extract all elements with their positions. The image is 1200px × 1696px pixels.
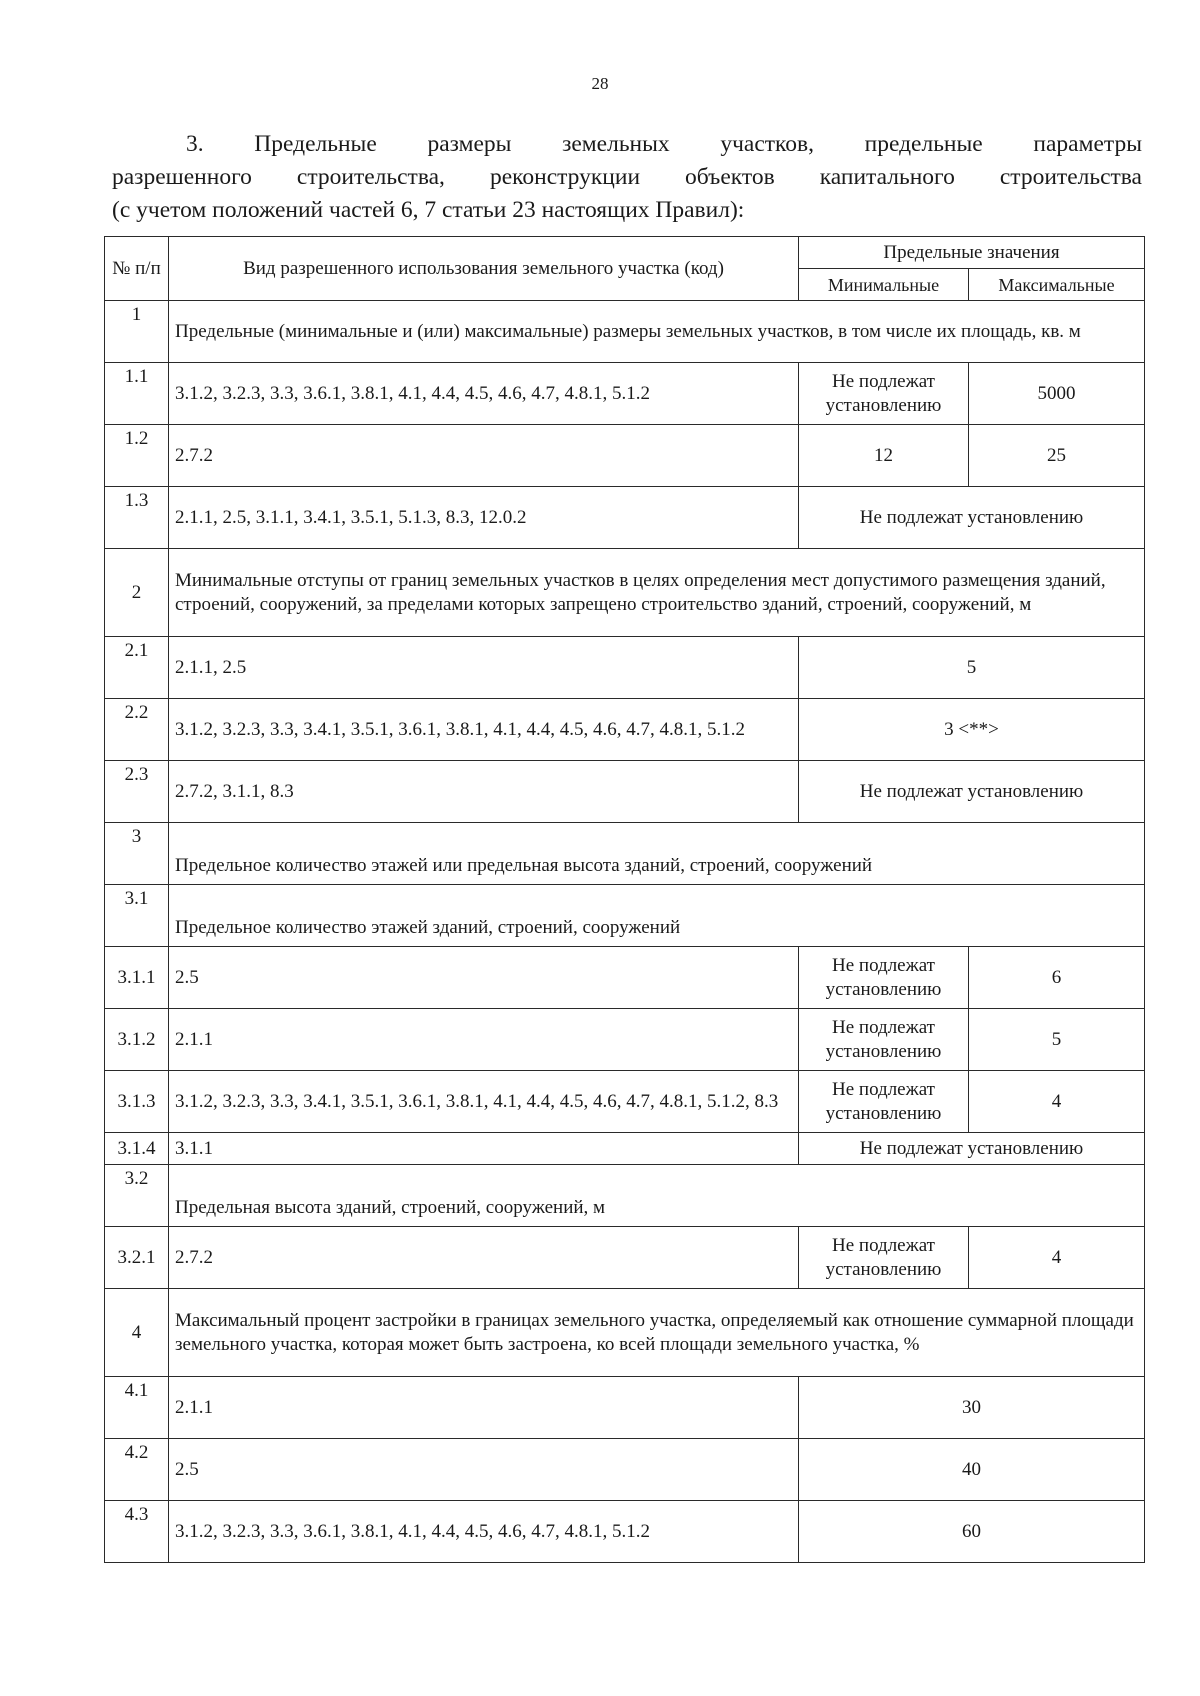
max-value: 4: [969, 1071, 1145, 1133]
table-row: [105, 1133, 1145, 1165]
table-row: [105, 699, 1145, 761]
use-codes: 2.1.1: [169, 1377, 799, 1439]
row-number: 2: [105, 549, 169, 637]
limit-value: Не подлежат установлению: [799, 487, 1145, 549]
limit-value: Не подлежат установлению: [799, 1133, 1145, 1165]
limits-table: [104, 236, 1145, 1563]
row-number: 1: [105, 301, 169, 363]
row-number: 3.2: [105, 1165, 169, 1227]
min-value: Не подлежат установлению: [799, 1009, 969, 1071]
table-row: [105, 761, 1145, 823]
limit-value: 5: [799, 637, 1145, 699]
min-value: Не подлежат установлению: [799, 1227, 969, 1289]
table-header-row: [105, 237, 1145, 269]
table-row: [105, 885, 1145, 947]
section-title: Предельное количество этажей или предельная высота зданий, строений, сооружений: [169, 823, 1145, 885]
heading-line: 3. Предельные размеры земельных участков, предельные параметры: [186, 131, 1142, 157]
header-num: № п/п: [105, 237, 169, 301]
max-value: 6: [969, 947, 1145, 1009]
section-title: Минимальные отступы от границ земельных участков в целях определения мест допустимого размещения зданий, строений, сооружений, за пределами которых запрещено строительство зданий, строений, сооружений, м: [169, 549, 1145, 637]
table-row: [105, 1227, 1145, 1289]
row-number: 1.1: [105, 363, 169, 425]
table-row: [105, 1009, 1145, 1071]
table-row: [105, 823, 1145, 885]
row-number: 4: [105, 1289, 169, 1377]
heading-line: (с учетом положений частей 6, 7 статьи 23 настоящих Правил):: [112, 197, 745, 223]
limit-value: Не подлежат установлению: [799, 761, 1145, 823]
use-codes: 2.7.2: [169, 425, 799, 487]
use-codes: 2.7.2, 3.1.1, 8.3: [169, 761, 799, 823]
limit-value: 60: [799, 1501, 1145, 1563]
row-number: 3.1: [105, 885, 169, 947]
min-value: Не подлежат установлению: [799, 363, 969, 425]
row-number: 3.1.4: [105, 1133, 169, 1165]
header-limits: Предельные значения: [799, 237, 1145, 269]
row-number: 4.3: [105, 1501, 169, 1563]
table-row: [105, 549, 1145, 637]
table-row: [105, 363, 1145, 425]
table-row: [105, 301, 1145, 363]
table-row: [105, 487, 1145, 549]
heading-line: разрешенного строительства, реконструкции объектов капитального строительства: [112, 164, 1142, 190]
use-codes: 3.1.2, 3.2.3, 3.3, 3.4.1, 3.5.1, 3.6.1, 3.8.1, 4.1, 4.4, 4.5, 4.6, 4.7, 4.8.1, 5.1.2: [169, 699, 799, 761]
table-row: [105, 1501, 1145, 1563]
use-codes: 2.1.1: [169, 1009, 799, 1071]
row-number: 1.2: [105, 425, 169, 487]
row-number: 4.2: [105, 1439, 169, 1501]
header-max: Максимальные: [969, 269, 1145, 301]
use-codes: 3.1.2, 3.2.3, 3.3, 3.6.1, 3.8.1, 4.1, 4.4, 4.5, 4.6, 4.7, 4.8.1, 5.1.2: [169, 1501, 799, 1563]
section-title: Предельные (минимальные и (или) максимальные) размеры земельных участков, в том числе их площадь, кв. м: [169, 301, 1145, 363]
header-min: Минимальные: [799, 269, 969, 301]
table-row: [105, 1289, 1145, 1377]
use-codes: 3.1.2, 3.2.3, 3.3, 3.6.1, 3.8.1, 4.1, 4.4, 4.5, 4.6, 4.7, 4.8.1, 5.1.2: [169, 363, 799, 425]
table-row: [105, 637, 1145, 699]
section-title: Предельное количество этажей зданий, строений, сооружений: [169, 885, 1145, 947]
max-value: 5000: [969, 363, 1145, 425]
section-title: Максимальный процент застройки в границах земельного участка, определяемый как отношение суммарной площади земельного участка, которая может быть застроена, ко всей площади земельного участка, %: [169, 1289, 1145, 1377]
min-value: 12: [799, 425, 969, 487]
row-number: 2.1: [105, 637, 169, 699]
table-row: [105, 1377, 1145, 1439]
use-codes: 3.1.2, 3.2.3, 3.3, 3.4.1, 3.5.1, 3.6.1, 3.8.1, 4.1, 4.4, 4.5, 4.6, 4.7, 4.8.1, 5.1.2, 8.3: [169, 1071, 799, 1133]
row-number: 2.3: [105, 761, 169, 823]
section-title: Предельная высота зданий, строений, сооружений, м: [169, 1165, 1145, 1227]
table-row: [105, 1071, 1145, 1133]
row-number: 3.1.3: [105, 1071, 169, 1133]
limit-value: 3 <**>: [799, 699, 1145, 761]
use-codes: 2.7.2: [169, 1227, 799, 1289]
row-number: 2.2: [105, 699, 169, 761]
row-number: 1.3: [105, 487, 169, 549]
row-number: 3.1.2: [105, 1009, 169, 1071]
table-row: [105, 1439, 1145, 1501]
row-number: 3: [105, 823, 169, 885]
use-codes: 2.1.1, 2.5: [169, 637, 799, 699]
min-value: Не подлежат установлению: [799, 1071, 969, 1133]
row-number: 3.2.1: [105, 1227, 169, 1289]
limit-value: 30: [799, 1377, 1145, 1439]
max-value: 25: [969, 425, 1145, 487]
table-row: [105, 947, 1145, 1009]
page-number: 28: [591, 74, 609, 93]
section-heading: [112, 128, 1142, 227]
table-row: [105, 1165, 1145, 1227]
limit-value: 40: [799, 1439, 1145, 1501]
row-number: 4.1: [105, 1377, 169, 1439]
use-codes: 3.1.1: [169, 1133, 799, 1165]
use-codes: 2.5: [169, 1439, 799, 1501]
row-number: 3.1.1: [105, 947, 169, 1009]
header-use-type: Вид разрешенного использования земельного участка (код): [169, 237, 799, 301]
max-value: 4: [969, 1227, 1145, 1289]
max-value: 5: [969, 1009, 1145, 1071]
table-row: [105, 425, 1145, 487]
use-codes: 2.5: [169, 947, 799, 1009]
use-codes: 2.1.1, 2.5, 3.1.1, 3.4.1, 3.5.1, 5.1.3, 8.3, 12.0.2: [169, 487, 799, 549]
min-value: Не подлежат установлению: [799, 947, 969, 1009]
